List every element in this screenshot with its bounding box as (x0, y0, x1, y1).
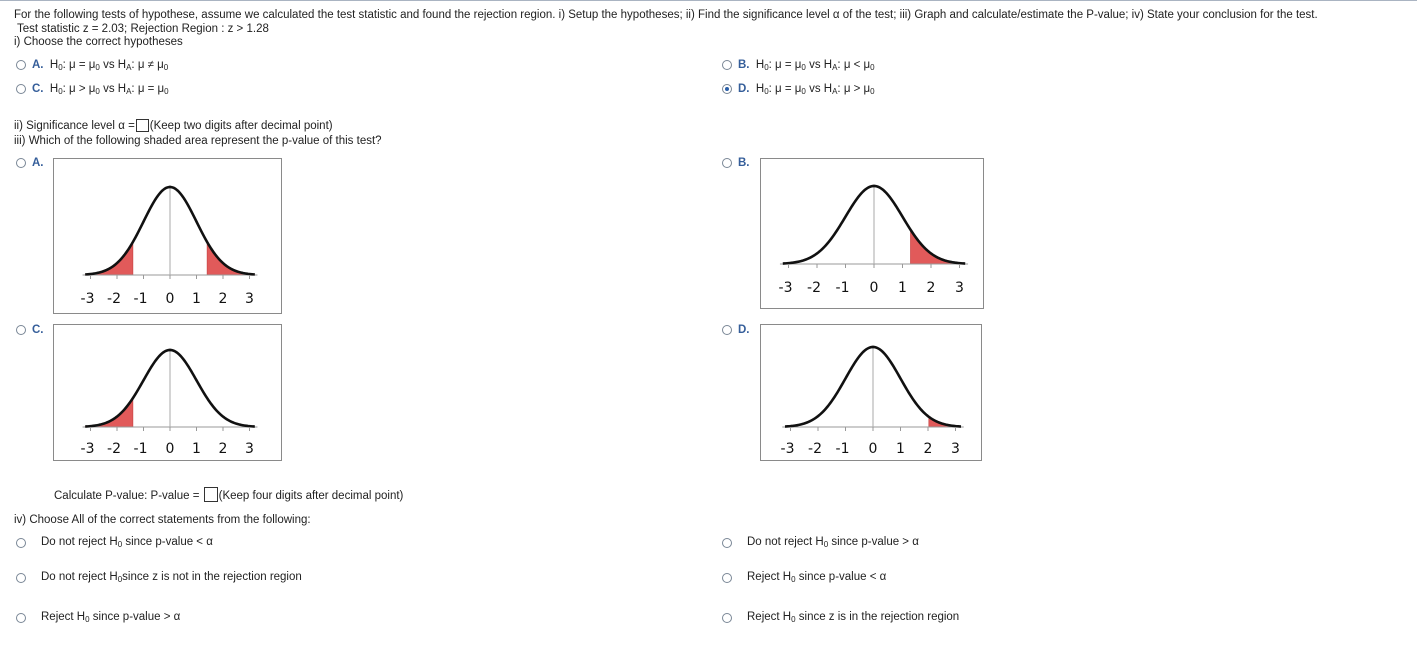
part4-prompt: iv) Choose All of the correct statements from the following: (14, 514, 311, 526)
alpha-symbol: α (118, 120, 125, 132)
intro-text: For the following tests of hypothese, assume we calculated the test statistic and found the rejection region. i) Setup the hypotheses; ii) Find the significance level (14, 9, 830, 21)
option-hyp-a[interactable]: A. $H_0$: $\mu = \mu_0$ vs $H_A$: $\mu \ne \mu_0$ (32, 59, 169, 72)
tick-label: 0 (165, 441, 175, 457)
question-intro (14, 9, 1318, 21)
graph-d[interactable] (760, 324, 982, 461)
radio-hyp-a[interactable] (16, 60, 26, 70)
tick-label: 1 (898, 280, 907, 296)
tick-label: -1 (133, 441, 148, 457)
given-info: Test statistic z = 2.03; Rejection Region : z > 1.28 (17, 23, 269, 35)
radio-statement-2[interactable] (722, 538, 732, 548)
graph-c[interactable] (53, 324, 282, 461)
statement-6[interactable]: Reject $H_0$ since z is in the rejection region (747, 611, 960, 624)
radio-statement-5[interactable] (16, 613, 26, 623)
graph-a-canvas (54, 159, 281, 313)
radio-hyp-d[interactable] (722, 84, 732, 94)
part2-line: ii) Significance level α = (Keep two digits after decimal point) (14, 120, 333, 132)
statement-4[interactable]: Reject $H_0$ since p-value < α (747, 571, 887, 584)
option-hyp-c[interactable]: C. $H_0$: $\mu > \mu_0$ vs $H_A$: $\mu = \mu_0$ (32, 83, 169, 96)
tick-label: 2 (218, 441, 228, 457)
tick-label: 1 (192, 291, 201, 307)
radio-graph-b[interactable] (722, 158, 732, 168)
statement-5[interactable]: Reject $H_0$ since p-value > α (41, 611, 181, 624)
graph-c-canvas (54, 325, 281, 460)
graph-d-canvas (761, 325, 981, 460)
tick-label: 2 (926, 280, 936, 296)
tick-label: -1 (835, 441, 850, 457)
statement-1[interactable]: Do not reject $H_0$ since p-value < α (41, 536, 213, 549)
tick-label: 2 (923, 441, 933, 457)
graph-a-letter[interactable]: A. (32, 157, 44, 169)
radio-hyp-c[interactable] (16, 84, 26, 94)
tick-label: -1 (835, 280, 850, 296)
radio-statement-1[interactable] (16, 538, 26, 548)
tick-label: -2 (808, 441, 822, 457)
statement-2[interactable]: Do not reject $H_0$ since p-value > α (747, 536, 919, 549)
tick-label: 3 (245, 291, 254, 307)
radio-statement-3[interactable] (16, 573, 26, 583)
graph-b-canvas (761, 159, 983, 308)
pvalue-line: Calculate P-value: P-value = (Keep four digits after decimal point) (54, 487, 403, 502)
tick-label: 0 (868, 441, 878, 457)
option-hyp-d[interactable]: D. $H_0$: $\mu = \mu_0$ vs $H_A$: $\mu > \mu_0$ (738, 83, 875, 96)
graph-b[interactable] (760, 158, 984, 309)
tick-label: 3 (955, 280, 964, 296)
graph-d-letter[interactable]: D. (738, 324, 750, 336)
radio-hyp-b[interactable] (722, 60, 732, 70)
tick-label: 3 (245, 441, 254, 457)
tick-label: -2 (107, 291, 121, 307)
tick-label: -3 (80, 441, 95, 457)
radio-graph-a[interactable] (16, 158, 26, 168)
statement-3[interactable]: Do not reject $H_0since$ z is not in the rejection region (41, 571, 302, 584)
tick-label: 0 (165, 291, 175, 307)
tick-label: 0 (869, 280, 879, 296)
top-divider (0, 0, 1417, 1)
tick-label: -2 (807, 280, 821, 296)
tick-label: -3 (780, 441, 795, 457)
intro-text-end: of the test; iii) Graph and calculate/estimate the P-value; iv) State your conclusion for the test. (842, 9, 1318, 21)
radio-graph-d[interactable] (722, 325, 732, 335)
significance-level-input[interactable] (136, 119, 149, 132)
radio-statement-6[interactable] (722, 613, 732, 623)
option-hyp-b[interactable]: B. $H_0$: $\mu = \mu_0$ vs $H_A$: $\mu < \mu_0$ (738, 59, 875, 72)
graph-a[interactable] (53, 158, 282, 314)
tick-label: 1 (192, 441, 201, 457)
radio-graph-c[interactable] (16, 325, 26, 335)
part1-prompt: i) Choose the correct hypotheses (14, 36, 183, 48)
tick-label: 1 (896, 441, 905, 457)
tick-label: -1 (133, 291, 148, 307)
tick-label: -2 (107, 441, 121, 457)
tick-label: -3 (778, 280, 793, 296)
tick-label: 2 (218, 291, 228, 307)
part3-prompt: iii) Which of the following shaded area represent the p-value of this test? (14, 135, 382, 147)
tick-label: 3 (951, 441, 960, 457)
pvalue-input[interactable] (204, 487, 218, 502)
graph-c-letter[interactable]: C. (32, 324, 44, 336)
radio-statement-4[interactable] (722, 573, 732, 583)
tick-label: -3 (80, 291, 95, 307)
graph-b-letter[interactable]: B. (738, 157, 750, 169)
intro-alpha: α (832, 9, 840, 21)
